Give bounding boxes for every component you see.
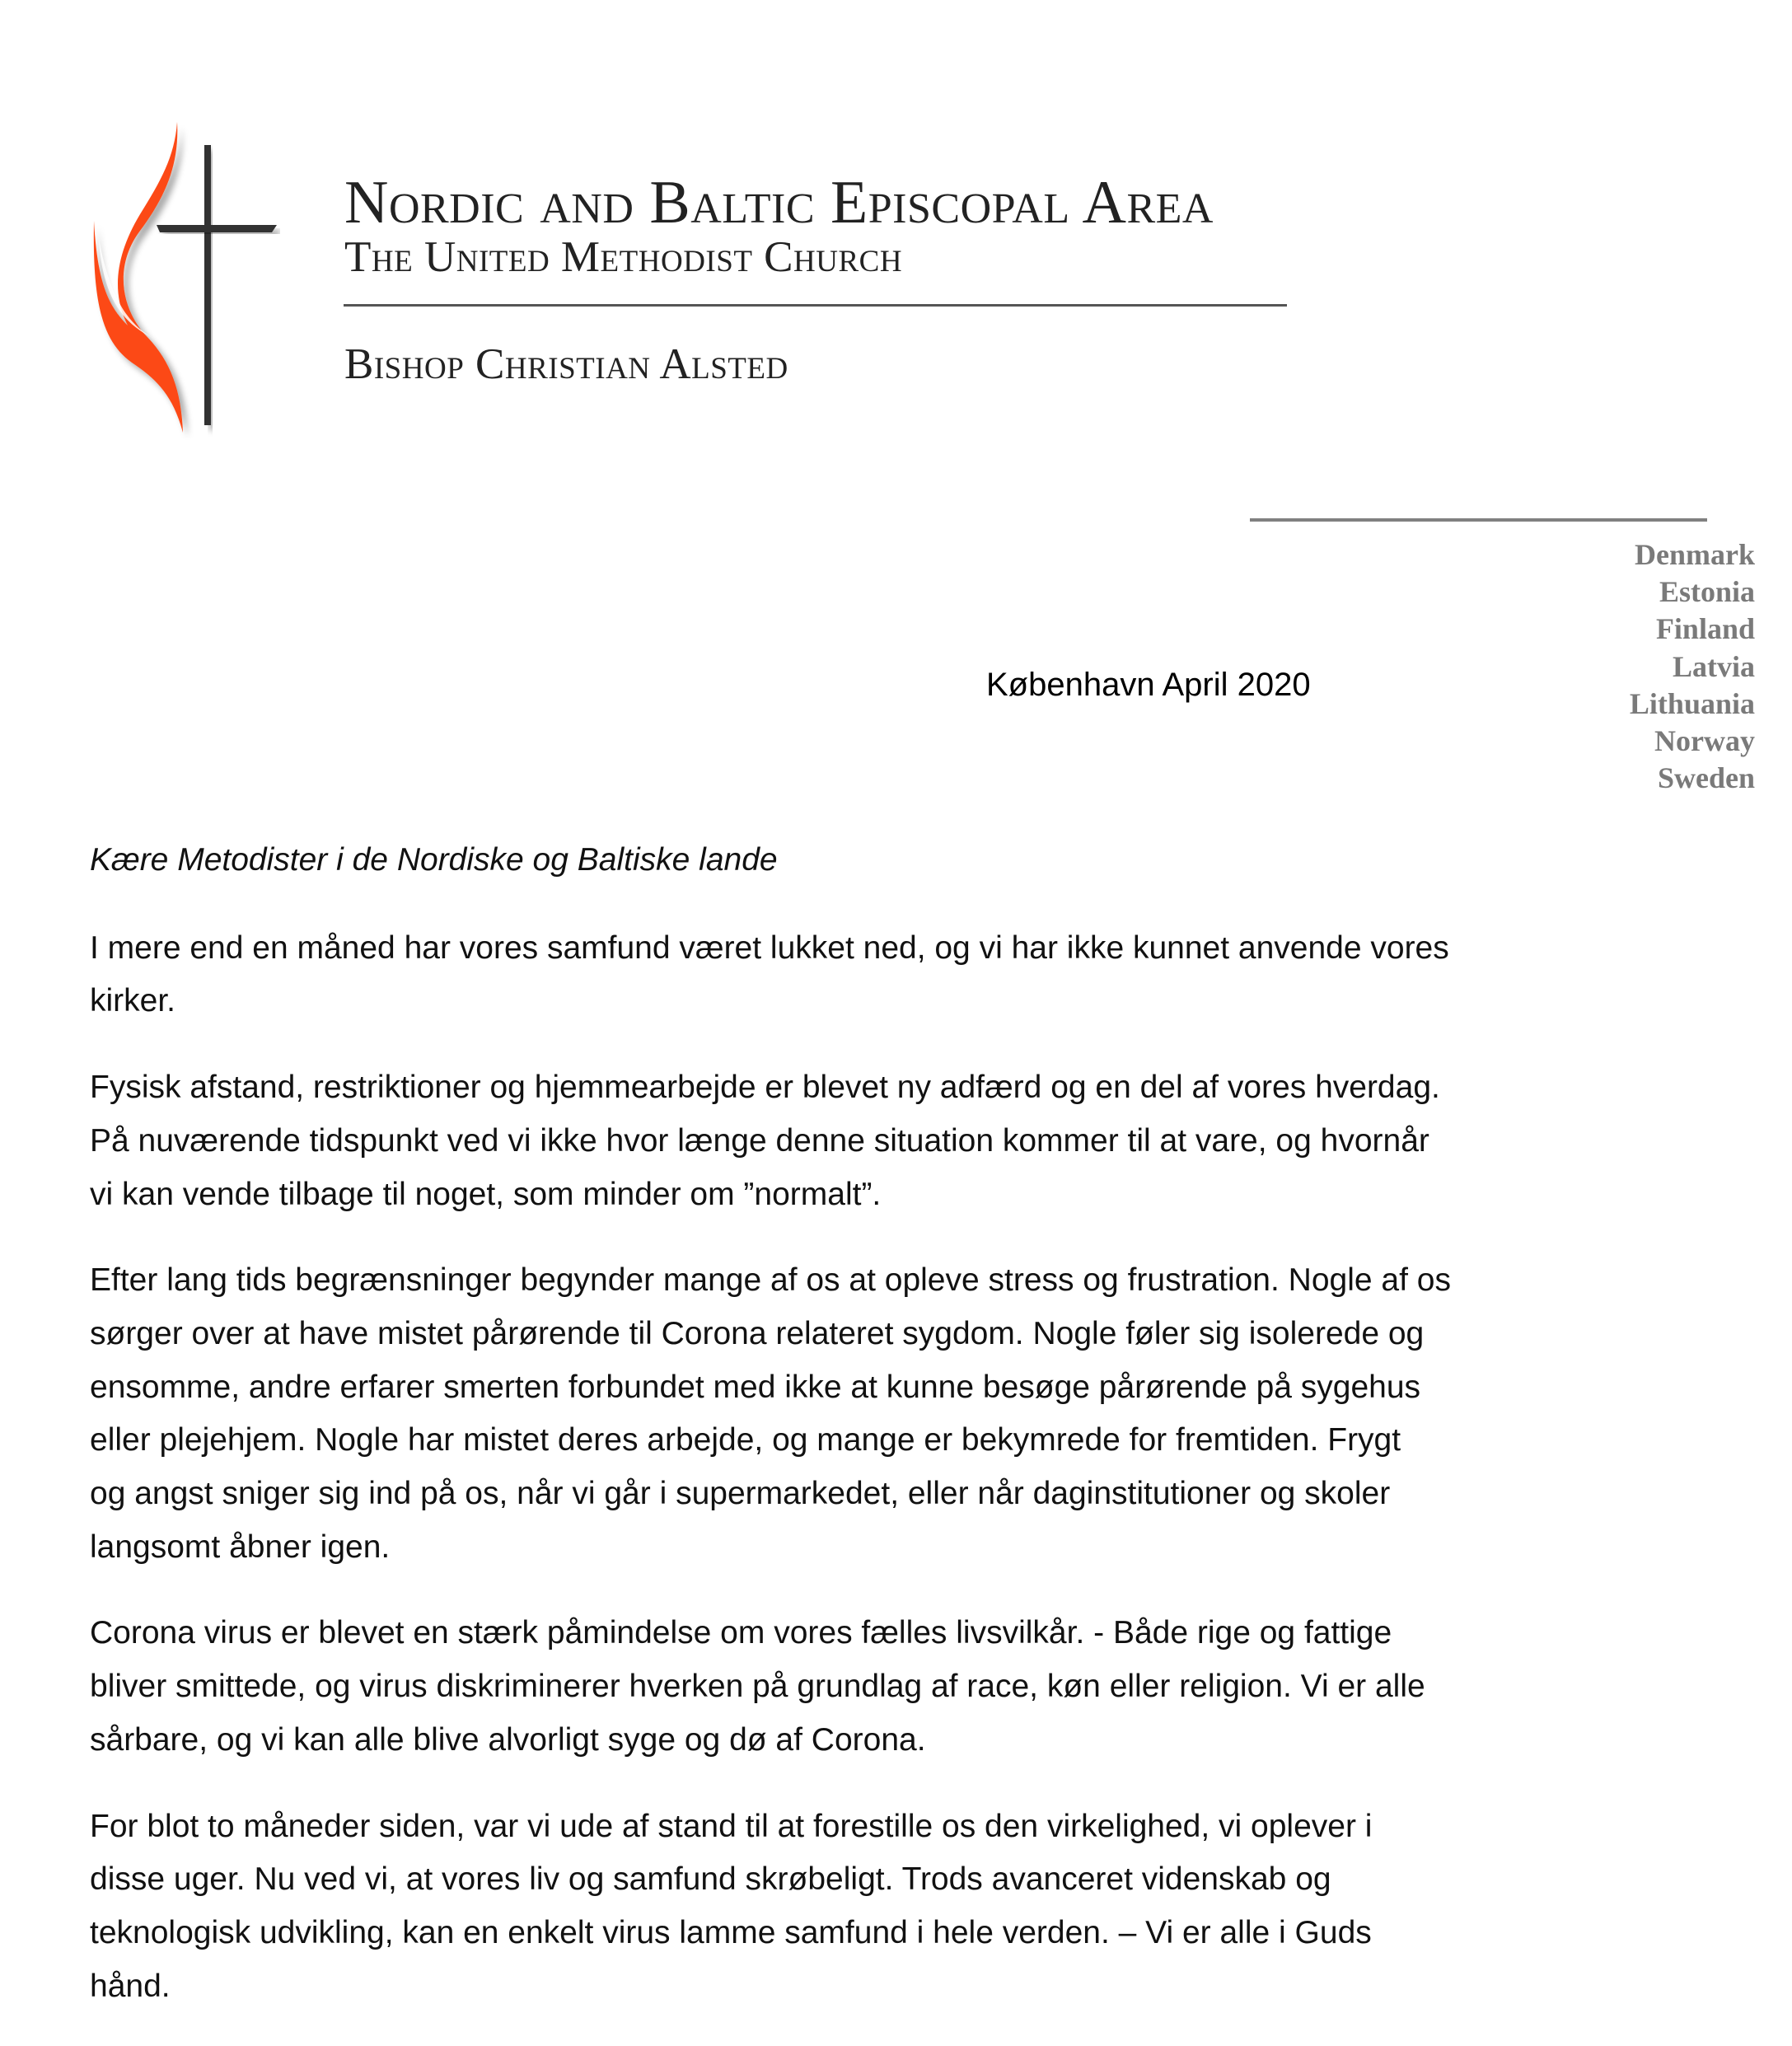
text-line: kirker. bbox=[90, 983, 176, 1019]
country-list bbox=[1630, 536, 1755, 797]
text-line: teknologisk udvikling, kan en enkelt virus lamme samfund i hele verden. – Vi er alle i Guds bbox=[90, 1914, 1372, 1950]
text-line: Efter lang tids begrænsninger begynder mange af os at opleve stress og frustration. Nogle af os bbox=[90, 1262, 1451, 1299]
country-item: Lithuania bbox=[1629, 686, 1755, 720]
paragraph bbox=[90, 922, 1540, 1028]
letterhead-subtitle: The United Methodist Church bbox=[344, 233, 903, 281]
text-line: For blot to måneder siden, var vi ude af stand til at forestille os den virkelighed, vi oplever i bbox=[90, 1808, 1373, 1844]
country-item: Norway bbox=[1654, 724, 1755, 758]
letterhead-divider bbox=[344, 304, 1287, 307]
text-line: og angst sniger sig ind på os, når vi går i supermarkedet, eller når daginstitutioner og skoler bbox=[90, 1476, 1391, 1512]
text-line: Fysisk afstand, restriktioner og hjemmearbejde er blevet ny adfærd og en del af vores hverdag. bbox=[90, 1070, 1440, 1106]
text-line: hånd. bbox=[90, 1968, 171, 2004]
letterhead-title: Nordic and Baltic Episcopal Area bbox=[344, 169, 1214, 236]
country-item: Sweden bbox=[1657, 761, 1755, 795]
text-line: vi kan vende tilbage til noget, som minder om ”normalt”. bbox=[90, 1176, 882, 1212]
cross-and-flame-icon bbox=[82, 115, 280, 445]
letter-body bbox=[90, 834, 1540, 2046]
text-line: bliver smittede, og virus diskriminerer hverken på grundlag af race, køn eller religion. Vi er alle bbox=[90, 1669, 1425, 1705]
text-line: Corona virus er blevet en stærk påmindelse om vores fælles livsvilkår. - Både rige og fattige bbox=[90, 1615, 1392, 1651]
paragraph bbox=[90, 1061, 1540, 1221]
place-and-date: København April 2020 bbox=[986, 667, 1311, 703]
sidebar-divider bbox=[1250, 518, 1707, 522]
paragraph bbox=[90, 1800, 1540, 2014]
text-line: På nuværende tidspunkt ved vi ikke hvor længe denne situation kommer til at vare, og hvornår bbox=[90, 1122, 1429, 1159]
country-item: Latvia bbox=[1672, 649, 1755, 683]
text-line: sørger over at have mistet pårørende til Corona relateret sygdom. Nogle føler sig isolerede og bbox=[90, 1315, 1425, 1351]
text-line: ensomme, andre erfarer smerten forbundet med ikke at kunne besøge pårørende på sygehus bbox=[90, 1369, 1421, 1405]
country-item: Denmark bbox=[1635, 538, 1755, 571]
paragraph bbox=[90, 1607, 1540, 1767]
greeting: Kære Metodister i de Nordiske og Baltiske lande bbox=[90, 842, 778, 878]
text-line: eller plejehjem. Nogle har mistet deres arbejde, og mange er bekymrede for fremtiden. Frygt bbox=[90, 1422, 1401, 1458]
text-line: I mere end en måned har vores samfund været lukket ned, og vi har ikke kunnet anvende vores bbox=[90, 929, 1449, 966]
text-line: langsomt åbner igen. bbox=[90, 1529, 391, 1565]
paragraph bbox=[90, 1254, 1540, 1574]
text-line: disse uger. Nu ved vi, at vores liv og samfund skrøbeligt. Trods avanceret videnskab og bbox=[90, 1861, 1331, 1898]
letterhead-bishop: Bishop Christian Alsted bbox=[344, 340, 788, 388]
country-item: Finland bbox=[1655, 612, 1755, 646]
text-line: sårbare, og vi kan alle blive alvorligt syge og dø af Corona. bbox=[90, 1721, 926, 1758]
country-item: Estonia bbox=[1659, 575, 1755, 609]
